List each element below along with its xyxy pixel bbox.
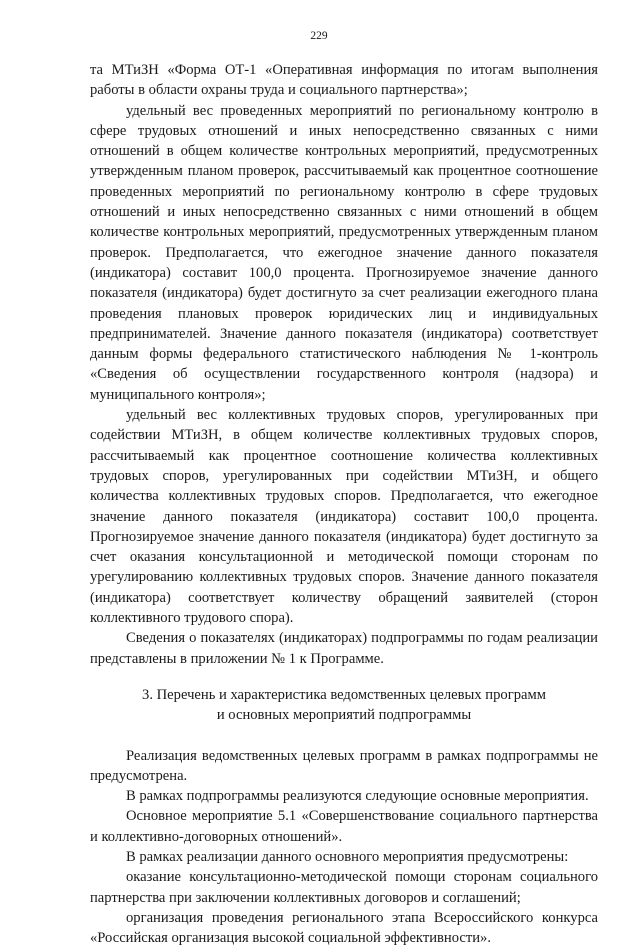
page-number: 229 [310,30,328,42]
paragraph-regional-control-share: удельный вес проведенных мероприятий по региональному контролю в сфере трудовых отношений и иных непосредственно связанных с ними отношений в общем количестве контрольных мероприятий, предусмотренных утвержденным планом проверок, рассчитываемый как процентное соотношение проведенных мероприятий по региональному контролю в сфере трудовых отношений и иных непосредственно связанных с ними отношений в общем количестве контрольных мероприятий, предусмотренных утвержденным планом проверок. Предполагается, что ежегодное значение данного показателя (индикатора) составит 100,0 процента. Прогнозируемое значение данного показателя (индикатора) будет достигнуто за счет реализации ежегодного плана проведения плановых проверок юридических лиц и индивидуальных предпринимателей. Значение данного показателя (индикатора) соответствует данным формы федерального статистического наблюдения № 1-контроль «Сведения об осуществлении государственного контроля (надзора) и муниципального контроля»; [90,102,598,403]
paragraph-main-activity-5-1: Основное мероприятие 5.1 «Совершенствование социального партнерства и коллективно-договорных отношений». [90,808,598,845]
paragraph-indicators-appendix: Сведения о показателях (индикаторах) подпрограммы по годам реализации представлены в приложении № 1 к Программе. [90,630,598,667]
paragraph-labor-disputes-share: удельный вес коллективных трудовых споров, урегулированных при содействии МТиЗН, в общем количестве коллективных трудовых споров, рассчитываемый как процентное соотношение количества коллективных трудовых споров, урегулированных при содействии МТиЗН, и общего количества коллективных трудовых споров. Предполагается, что ежегодное значение данного показателя (индикатора) составит 100,0 процента. Прогнозируемое значение данного показателя (индикатора) будет достигнуто за счет оказания консультационной и методической помощи сторонам по урегулированию коллективных трудовых споров. Значение данного показателя (индикатора) соответствует количеству обращений заявителей (сторон коллективного трудового спора). [90,407,598,627]
paragraph-main-activities-intro: В рамках подпрограммы реализуются следующие основные мероприятия. [126,788,589,805]
paragraph-regional-contest: организация проведения регионального этапа Всероссийского конкурса «Российская организация высокой социальной эффективности». [90,909,598,947]
section-heading-line-1: 3. Перечень и характеристика ведомственных целевых программ [142,686,546,703]
paragraph-activity-provisions: В рамках реализации данного основного мероприятия предусмотрены: [126,848,569,865]
section-heading [90,685,598,726]
section-heading-line-2: и основных мероприятий подпрограммы [216,707,472,724]
paragraph-no-target-programs: Реализация ведомственных целевых программ в рамках подпрограммы не предусмотрена. [90,747,598,784]
paragraph-consulting-assistance: оказание консультационно-методической помощи сторонам социального партнерства при заключении коллективных договоров и соглашений; [90,869,598,906]
paragraph-form-ot1: та МТиЗН «Форма ОТ-1 «Оперативная информация по итогам выполнения работы в области охраны труда и социального партнерства»; [90,62,598,99]
